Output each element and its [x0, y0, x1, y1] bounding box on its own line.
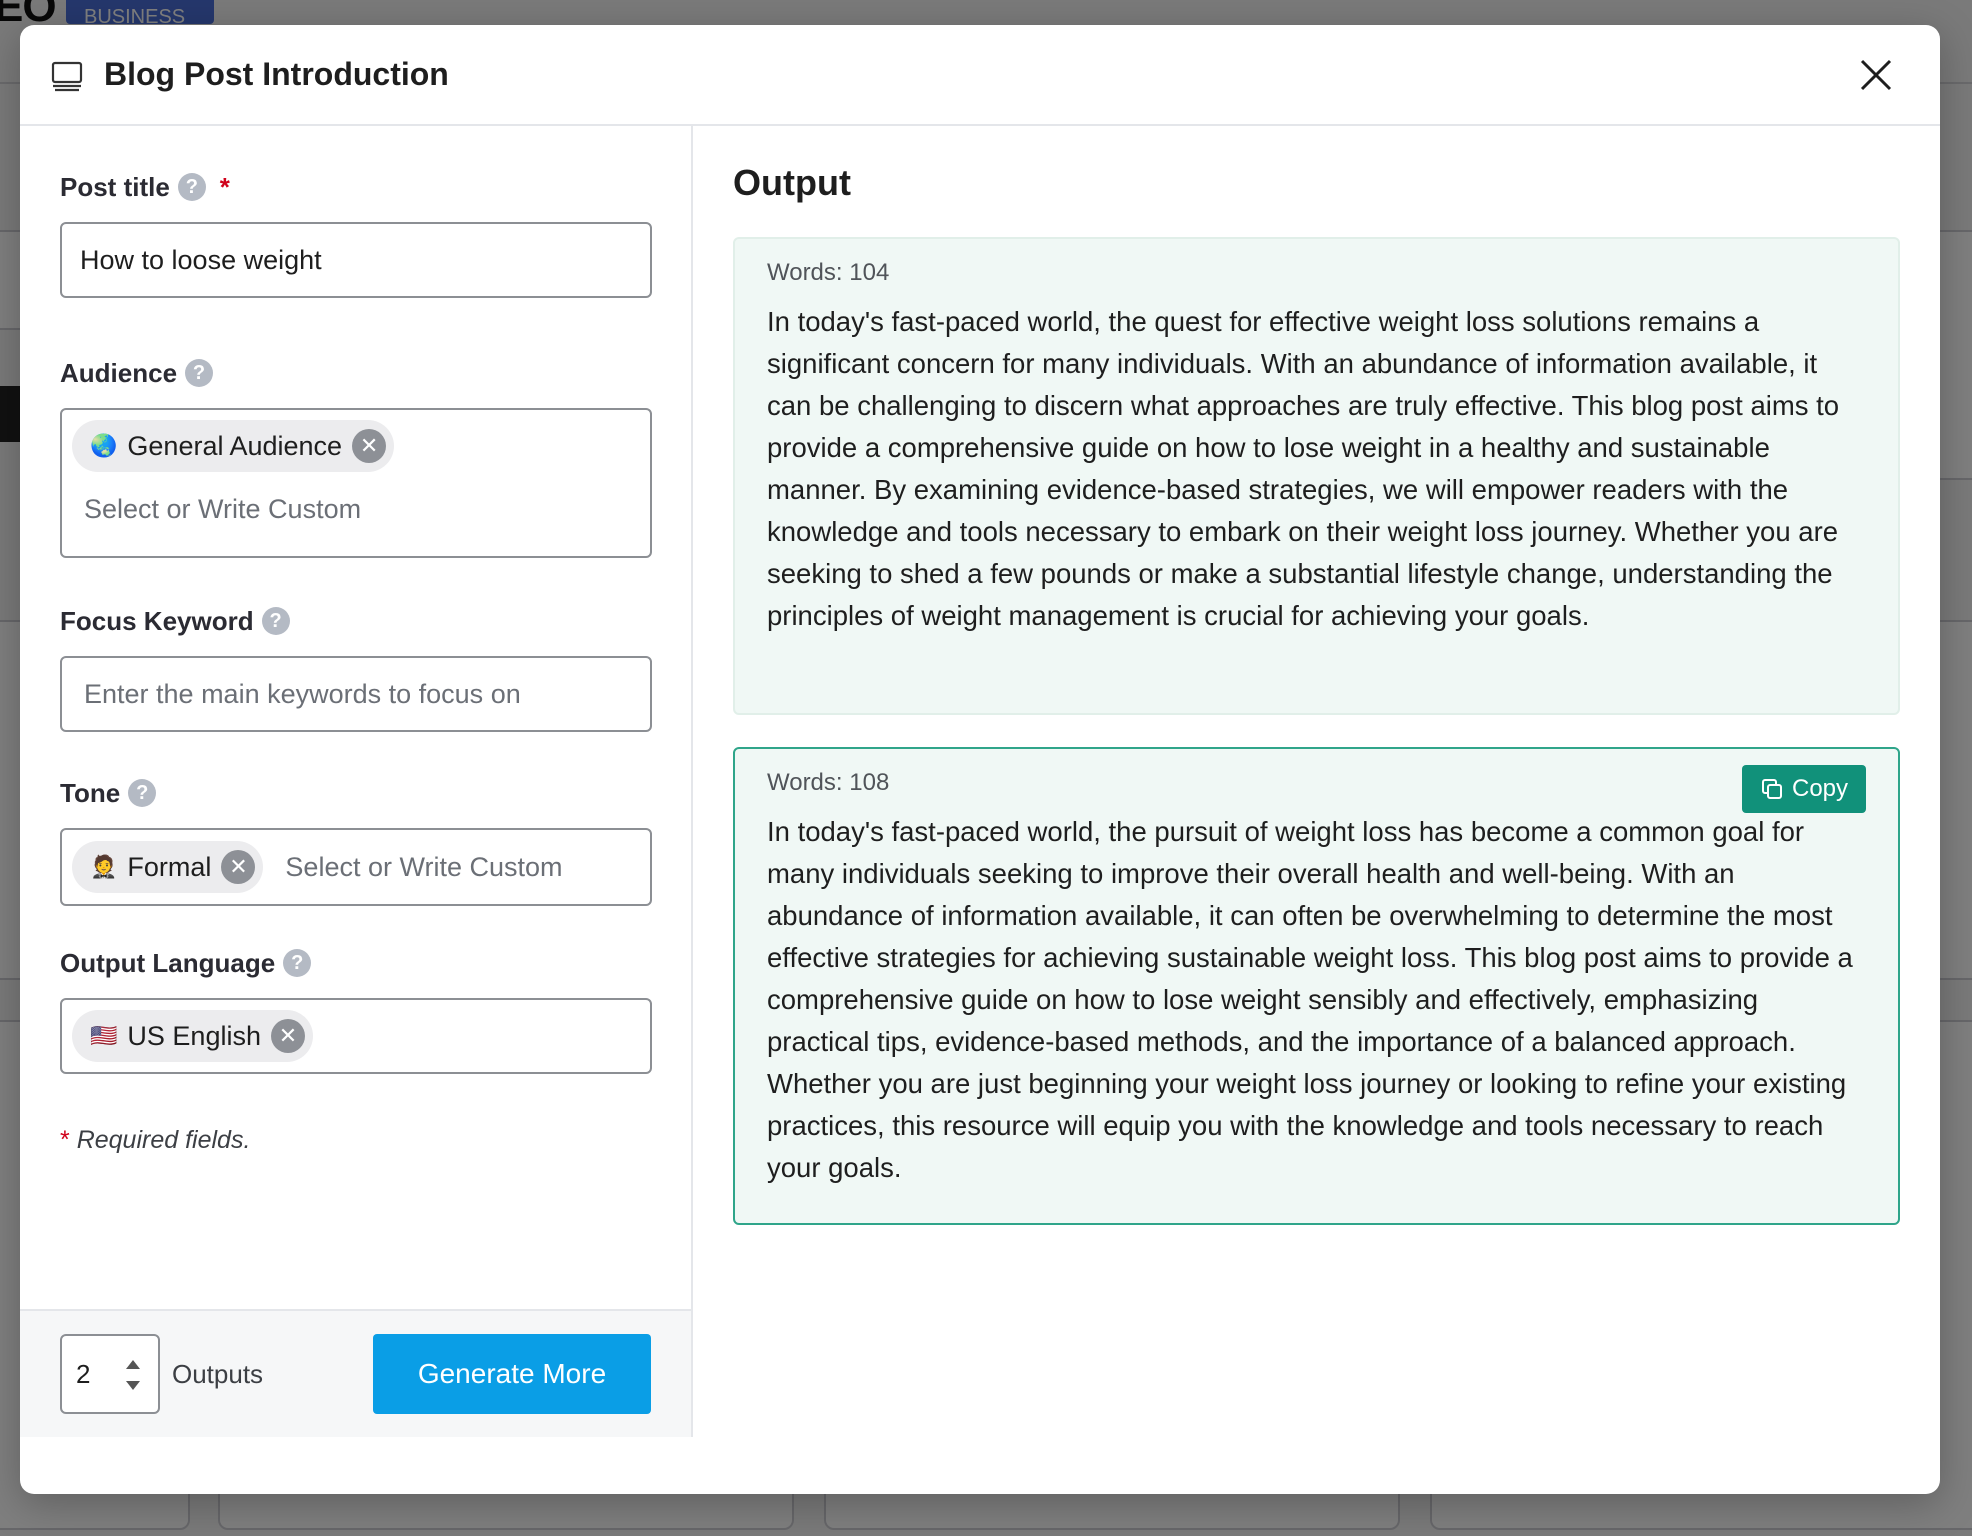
audience-label: Audience [60, 357, 178, 388]
blog-post-introduction-modal [20, 25, 1940, 1494]
help-icon[interactable]: ? [128, 779, 156, 807]
required-star: * [60, 1126, 70, 1154]
help-icon[interactable]: ? [178, 173, 206, 201]
output-result-card[interactable] [733, 747, 1900, 1225]
word-count: Words: 108 [767, 769, 890, 796]
help-icon[interactable]: ? [185, 359, 213, 387]
tone-select[interactable] [60, 828, 652, 906]
globe-icon: 🌏 [90, 433, 118, 458]
required-note-text: Required fields. [76, 1126, 251, 1154]
us-flag-icon: 🇺🇸 [90, 1023, 118, 1048]
close-icon[interactable] [1856, 55, 1896, 95]
output-language-label-row [60, 946, 651, 980]
remove-chip-icon[interactable]: ✕ [221, 850, 255, 884]
outputs-count-stepper[interactable] [60, 1334, 160, 1414]
post-title-label: Post title [60, 171, 170, 202]
output-result-text: In today's fast-paced world, the pursuit of weight loss has become a common goal for many individuals seeking to improve their overall health and well-being. With an abundance of information available, it can often be overwhelming to determine the most effective strategies for achieving sustainable weight loss. This blog post aims to provide a comprehensive guide on how to lose weight sensibly and effectively, emphasizing practical tips, evidence-based methods, and the importance of a balanced approach. Whether you are just beginning your weight loss journey or looking to refine your existing practices, this resource will equip you with the knowledge and tools necessary to reach your goals. [767, 816, 1853, 1183]
stepper-arrows-icon[interactable] [124, 1360, 142, 1390]
output-result-card[interactable] [733, 237, 1900, 715]
modal-title: Blog Post Introduction [104, 56, 449, 92]
focus-keyword-label-row [60, 604, 651, 638]
output-language-label: Output Language [60, 947, 276, 978]
remove-chip-icon[interactable]: ✕ [271, 1019, 305, 1053]
language-chip-label: US English [127, 1020, 261, 1051]
tone-label: Tone [60, 777, 121, 808]
audience-label-row [60, 356, 651, 390]
monitor-icon [50, 59, 84, 93]
audience-chip [72, 420, 394, 472]
output-language-select[interactable] [60, 998, 652, 1074]
post-title-field [60, 170, 651, 298]
output-language-field [60, 946, 651, 1074]
language-chip [72, 1010, 313, 1062]
audience-placeholder[interactable]: Select or Write Custom [84, 494, 362, 524]
tone-placeholder[interactable]: Select or Write Custom [285, 851, 563, 882]
input-form-panel [20, 126, 693, 1437]
word-count: Words: 104 [767, 259, 890, 286]
required-fields-note [60, 1126, 651, 1155]
person-icon: 🤵 [90, 854, 118, 879]
form-fields [20, 126, 691, 1155]
audience-select[interactable] [60, 408, 652, 558]
copy-label: Copy [1791, 775, 1849, 802]
output-result-text: In today's fast-paced world, the quest for effective weight loss solutions remains a significant concern for many individuals. With an abundance of information available, it can be challenging to discern what approaches are truly effective. This blog post aims to provide a comprehensive guide on how to lose weight in a healthy and sustainable manner. By examining evidence-based strategies, we will empower readers with the knowledge and tools necessary to embark on their weight loss journey. Whether you are seeking to shed a few pounds or make a substantial lifestyle change, understanding the principles of weight management is crucial for achieving your goals. [767, 306, 1840, 631]
tone-chip-label: Formal [127, 851, 212, 882]
required-star: * [219, 171, 230, 202]
stepper-down-icon[interactable] [126, 1381, 140, 1390]
copy-button[interactable] [1742, 765, 1866, 813]
help-icon[interactable]: ? [262, 607, 290, 635]
audience-chip-label: General Audience [127, 430, 343, 461]
stepper-up-icon[interactable] [126, 1360, 140, 1369]
generate-more-button[interactable]: Generate More [373, 1334, 651, 1414]
outputs-label: Outputs [172, 1358, 264, 1389]
post-title-label-row [60, 170, 651, 204]
modal-body [20, 126, 1940, 1437]
tone-label-row [60, 776, 651, 810]
modal-header [20, 25, 1940, 126]
tone-field [60, 776, 651, 906]
audience-field [60, 356, 651, 558]
help-icon[interactable]: ? [283, 949, 311, 977]
form-footer [20, 1309, 691, 1437]
focus-keyword-input[interactable] [60, 656, 652, 732]
output-panel [693, 126, 1940, 1437]
copy-icon [1760, 777, 1784, 801]
focus-keyword-label: Focus Keyword [60, 605, 254, 636]
remove-chip-icon[interactable]: ✕ [352, 429, 386, 463]
tone-chip [72, 841, 263, 893]
post-title-input[interactable] [60, 222, 652, 298]
outputs-count-value: 2 [76, 1358, 91, 1389]
output-title: Output [733, 162, 851, 203]
focus-keyword-field [60, 604, 651, 732]
